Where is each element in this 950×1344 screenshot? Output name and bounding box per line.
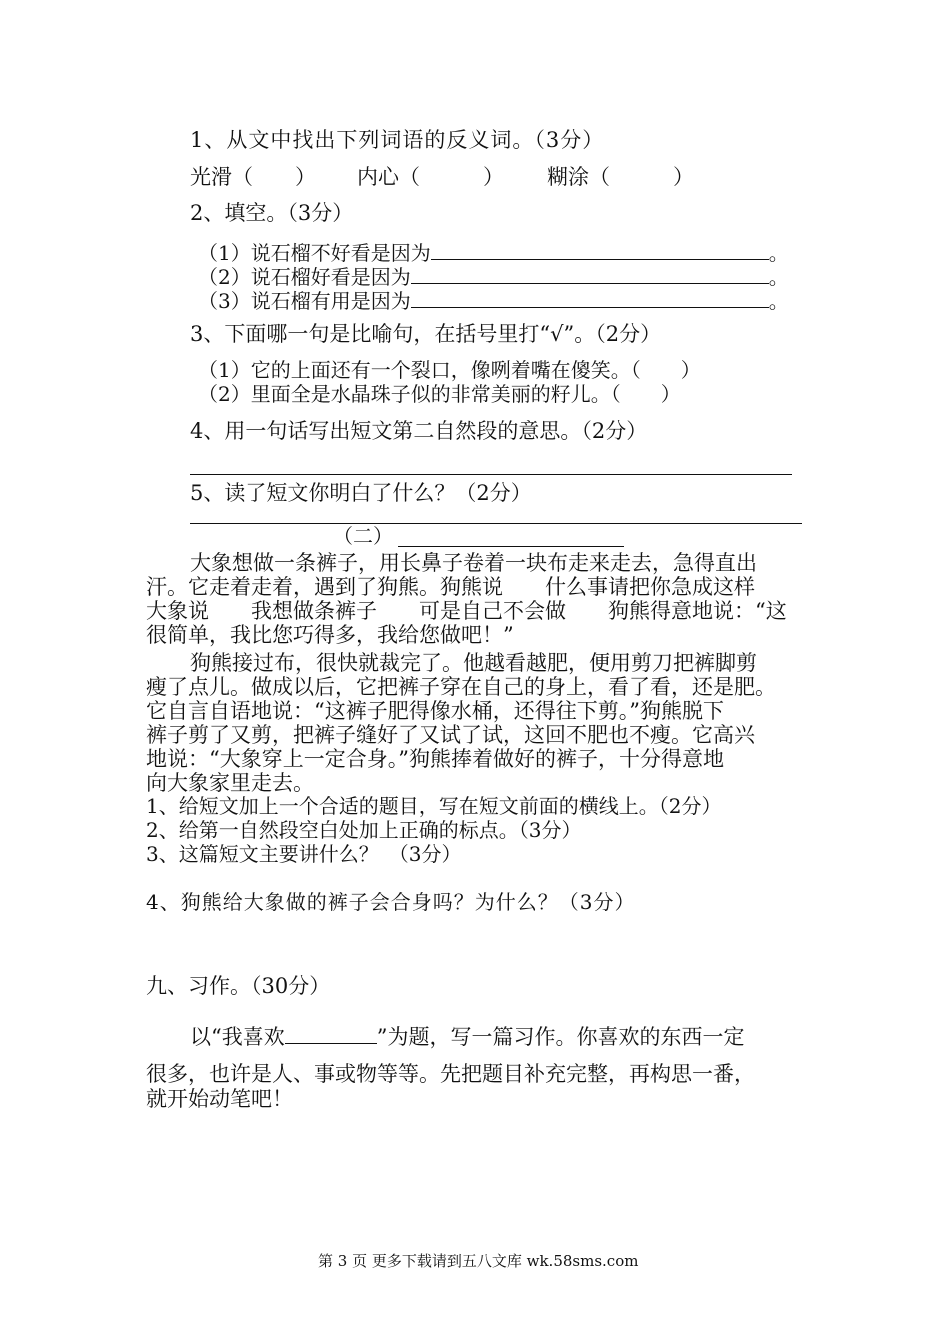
section9-p1-after: ”为题，写一篇习作。你喜欢的东西一定 <box>376 1025 745 1049</box>
q2-item-1-prefix: （1）说石榴不好看是因为 <box>198 241 431 265</box>
page-footer: 第 3 页 更多下载请到五八文库 wk.58sms.com <box>318 1252 639 1270</box>
q2-item-2 <box>198 263 789 289</box>
story-line-8: 裤子剪了又剪，把裤子缝好了又试了试，这回不肥也不瘦。它高兴 <box>146 723 755 747</box>
q2-item-3-blank[interactable] <box>411 287 769 308</box>
q3-item-1: （1）它的上面还有一个裂口，像咧着嘴在傻笑。（ ） <box>198 358 701 382</box>
story-line-3: 大象说 我想做条裤子 可是自己不会做 狗熊得意地说：“这 <box>146 599 787 623</box>
q4-answer-line[interactable] <box>190 474 792 475</box>
q5-answer-line[interactable] <box>190 523 802 524</box>
q2-item-2-blank[interactable] <box>411 263 769 284</box>
q3-title: 3、下面哪一句是比喻句，在括号里打“√”。（2分） <box>190 322 662 346</box>
q2-item-2-prefix: （2）说石榴好看是因为 <box>198 265 411 289</box>
q2-item-2-end: 。 <box>768 265 789 289</box>
section9-line-3: 就开始动笔吧！ <box>146 1087 293 1111</box>
story-line-9: 地说：“大象穿上一定合身。”狗熊捧着做好的裤子，十分得意地 <box>146 747 724 771</box>
section9-line-2: 很多，也许是人、事或物等等。先把题目补充完整，再构思一番， <box>146 1062 755 1086</box>
section9-line-1 <box>190 1023 744 1049</box>
story-line-5: 狗熊接过布，很快就裁完了。他越看越肥，便用剪刀把裤脚剪 <box>190 651 757 675</box>
section2-question-3: 3、这篇短文主要讲什么？ （3分） <box>146 842 462 866</box>
q1-item-2: 内心（ ） <box>357 165 504 189</box>
q2-item-3-prefix: （3）说石榴有用是因为 <box>198 289 411 313</box>
story-line-4: 很简单，我比您巧得多，我给您做吧！” <box>146 623 514 647</box>
section2-heading: （二） <box>333 524 393 548</box>
q2-item-3 <box>198 287 789 313</box>
q1-item-1: 光滑（ ） <box>190 165 316 189</box>
section9-title: 九、习作。（30分） <box>146 974 331 998</box>
q1-title: 1、从文中找出下列词语的反义词。（3分） <box>190 128 605 152</box>
q5-title: 5、读了短文你明白了什么？（2分） <box>190 481 532 505</box>
q2-item-1 <box>198 239 789 265</box>
story-line-7: 它自言自语地说：“这裤子肥得像水桶，还得往下剪。”狗熊脱下 <box>146 699 724 723</box>
story-line-1: 大象想做一条裤子，用长鼻子卷着一块布走来走去，急得直出 <box>190 551 757 575</box>
q2-item-1-blank[interactable] <box>431 239 769 260</box>
section2-question-2: 2、给第一自然段空白处加上正确的标点。（3分） <box>146 818 582 842</box>
story-line-10: 向大象家里走去。 <box>146 771 314 795</box>
story-line-2: 汗。它走着走着，遇到了狗熊。狗熊说 什么事请把你急成这样 <box>146 575 755 599</box>
q2-title: 2、填空。（3分） <box>190 201 354 225</box>
story-line-6: 瘦了点儿。做成以后，它把裤子穿在自己的身上，看了看，还是肥。 <box>146 675 776 699</box>
section2-title-line[interactable] <box>398 546 624 547</box>
section9-p1-before: 以“我喜欢 <box>190 1025 285 1049</box>
q1-item-3: 糊涂（ ） <box>547 165 694 189</box>
section2-question-4: 4、狗熊给大象做的裤子会合身吗？为什么？（3分） <box>146 890 636 914</box>
q2-item-3-end: 。 <box>768 289 789 313</box>
section2-question-1: 1、给短文加上一个合适的题目，写在短文前面的横线上。（2分） <box>146 794 722 818</box>
q3-item-2: （2）里面全是水晶珠子似的非常美丽的籽儿。（ ） <box>198 382 681 406</box>
section9-title-blank[interactable] <box>285 1023 377 1044</box>
q4-title: 4、用一句话写出短文第二自然段的意思。（2分） <box>190 419 648 443</box>
q2-item-1-end: 。 <box>768 241 789 265</box>
